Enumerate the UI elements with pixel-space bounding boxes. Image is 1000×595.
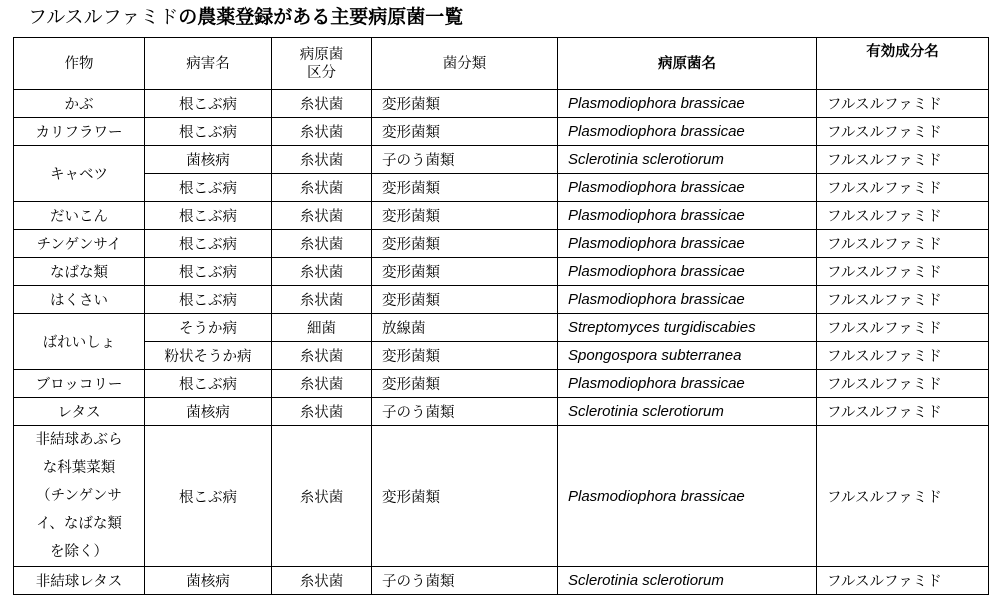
header-crop: 作物 [14, 38, 145, 90]
class-cell: 糸状菌 [272, 258, 372, 286]
disease-cell: 根こぶ病 [145, 202, 272, 230]
header-pathogen-name: 病原菌名 [558, 38, 817, 90]
group-cell: 変形菌類 [372, 426, 558, 567]
pathogen-cell: Sclerotinia sclerotiorum [558, 146, 817, 174]
ingredient-cell: フルスルファミド [817, 370, 989, 398]
class-cell: 糸状菌 [272, 90, 372, 118]
crop-cell: レタス [14, 398, 145, 426]
disease-cell: 菌核病 [145, 567, 272, 595]
disease-cell: 根こぶ病 [145, 286, 272, 314]
disease-cell: 根こぶ病 [145, 370, 272, 398]
group-cell: 変形菌類 [372, 118, 558, 146]
pathogen-cell: Plasmodiophora brassicae [558, 174, 817, 202]
crop-cell [14, 426, 145, 567]
ingredient-cell: フルスルファミド [817, 398, 989, 426]
crop-cell: かぶ [14, 90, 145, 118]
pathogen-cell: Plasmodiophora brassicae [558, 258, 817, 286]
table-row [14, 286, 989, 314]
group-cell: 変形菌類 [372, 202, 558, 230]
pathogen-cell: Plasmodiophora brassicae [558, 230, 817, 258]
header-pathogen-class [272, 38, 372, 90]
class-cell: 細菌 [272, 314, 372, 342]
group-cell: 変形菌類 [372, 342, 558, 370]
crop-cell: はくさい [14, 286, 145, 314]
class-cell: 糸状菌 [272, 118, 372, 146]
group-cell: 変形菌類 [372, 230, 558, 258]
table-row [14, 202, 989, 230]
table-row [14, 314, 989, 342]
class-cell: 糸状菌 [272, 230, 372, 258]
ingredient-cell: フルスルファミド [817, 426, 989, 567]
crop-line: な科葉菜類 [42, 460, 116, 476]
group-cell: 放線菌 [372, 314, 558, 342]
header-active-ingredient: 有効成分名 [817, 38, 989, 90]
ingredient-cell: フルスルファミド [817, 314, 989, 342]
disease-cell: 菌核病 [145, 146, 272, 174]
pathogen-table [13, 37, 989, 595]
group-cell: 子のう菌類 [372, 398, 558, 426]
disease-cell: 根こぶ病 [145, 174, 272, 202]
ingredient-cell: フルスルファミド [817, 258, 989, 286]
ingredient-cell: フルスルファミド [817, 567, 989, 595]
crop-cell: ブロッコリー [14, 370, 145, 398]
crop-line: を除く） [50, 544, 108, 560]
table-row [14, 146, 989, 174]
group-cell: 子のう菌類 [372, 146, 558, 174]
crop-cell: チンゲンサイ [14, 230, 145, 258]
crop-cell: ばれいしょ [14, 314, 145, 370]
title-ingredient: フルスルファミド [28, 6, 179, 28]
disease-cell: 粉状そうか病 [145, 342, 272, 370]
class-cell: 糸状菌 [272, 370, 372, 398]
table-row [14, 118, 989, 146]
ingredient-cell: フルスルファミド [817, 174, 989, 202]
title-rest: の農薬登録がある主要病原菌一覧 [178, 6, 464, 28]
page-title [28, 4, 463, 30]
pathogen-cell: Plasmodiophora brassicae [558, 90, 817, 118]
table-row [14, 342, 989, 370]
table-row [14, 230, 989, 258]
class-cell: 糸状菌 [272, 286, 372, 314]
ingredient-cell: フルスルファミド [817, 230, 989, 258]
pathogen-cell: Spongospora subterranea [558, 342, 817, 370]
crop-cell: カリフラワー [14, 118, 145, 146]
crop-cell: 非結球レタス [14, 567, 145, 595]
disease-cell: 根こぶ病 [145, 118, 272, 146]
header-pathogen-class-line2: 区分 [307, 64, 336, 81]
crop-cell: だいこん [14, 202, 145, 230]
class-cell: 糸状菌 [272, 342, 372, 370]
ingredient-cell: フルスルファミド [817, 146, 989, 174]
group-cell: 変形菌類 [372, 258, 558, 286]
crop-cell: なばな類 [14, 258, 145, 286]
ingredient-cell: フルスルファミド [817, 90, 989, 118]
table-row [14, 567, 989, 595]
disease-cell: 菌核病 [145, 398, 272, 426]
pathogen-cell: Plasmodiophora brassicae [558, 286, 817, 314]
disease-cell: 根こぶ病 [145, 426, 272, 567]
crop-line: 非結球あぶら [35, 432, 123, 448]
pathogen-cell: Sclerotinia sclerotiorum [558, 398, 817, 426]
class-cell: 糸状菌 [272, 398, 372, 426]
group-cell: 変形菌類 [372, 90, 558, 118]
crop-cell: キャベツ [14, 146, 145, 202]
class-cell: 糸状菌 [272, 146, 372, 174]
crop-line: イ、なばな類 [36, 516, 122, 532]
disease-cell: 根こぶ病 [145, 258, 272, 286]
pathogen-cell: Plasmodiophora brassicae [558, 118, 817, 146]
crop-line: （チンゲンサ [36, 488, 122, 504]
ingredient-cell: フルスルファミド [817, 286, 989, 314]
table-row [14, 398, 989, 426]
class-cell: 糸状菌 [272, 567, 372, 595]
pathogen-cell: Sclerotinia sclerotiorum [558, 567, 817, 595]
header-row [14, 38, 989, 90]
group-cell: 変形菌類 [372, 174, 558, 202]
ingredient-cell: フルスルファミド [817, 342, 989, 370]
disease-cell: そうか病 [145, 314, 272, 342]
group-cell: 変形菌類 [372, 286, 558, 314]
class-cell: 糸状菌 [272, 174, 372, 202]
pathogen-cell: Plasmodiophora brassicae [558, 426, 817, 567]
pathogen-cell: Plasmodiophora brassicae [558, 370, 817, 398]
table-row [14, 90, 989, 118]
ingredient-cell: フルスルファミド [817, 118, 989, 146]
table-row [14, 258, 989, 286]
class-cell: 糸状菌 [272, 202, 372, 230]
group-cell: 子のう菌類 [372, 567, 558, 595]
class-cell: 糸状菌 [272, 426, 372, 567]
header-pathogen-class-line1: 病原菌 [299, 46, 344, 63]
disease-cell: 根こぶ病 [145, 230, 272, 258]
header-fungus-group: 菌分類 [372, 38, 558, 90]
pathogen-cell: Plasmodiophora brassicae [558, 202, 817, 230]
table-row [14, 426, 989, 567]
ingredient-cell: フルスルファミド [817, 202, 989, 230]
pathogen-cell: Streptomyces turgidiscabies [558, 314, 817, 342]
disease-cell: 根こぶ病 [145, 90, 272, 118]
table-row [14, 174, 989, 202]
table-row [14, 370, 989, 398]
group-cell: 変形菌類 [372, 370, 558, 398]
header-disease: 病害名 [145, 38, 272, 90]
